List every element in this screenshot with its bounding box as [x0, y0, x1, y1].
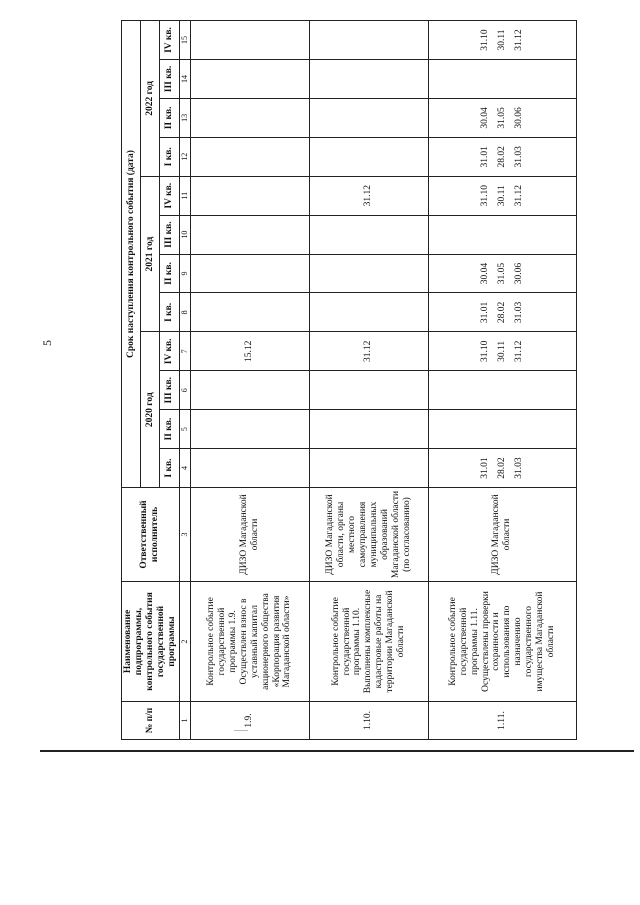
quarter-date-cell: [190, 215, 309, 254]
column-index-cell: 4: [179, 449, 190, 488]
rotated-table-container: [121, 20, 561, 740]
quarter-date-cell: [428, 21, 576, 60]
quarter-date-cell: [428, 449, 576, 488]
event-date: 30.06: [513, 262, 524, 285]
quarter-date-cell: [309, 21, 428, 60]
quarter-date-cell: 31.12: [309, 176, 428, 215]
quarter-date-cell: [190, 60, 309, 99]
header-quarter: I кв.: [160, 293, 179, 332]
event-date: 28.02: [496, 146, 507, 168]
header-quarter: IV кв.: [160, 332, 179, 371]
quarter-date-cell: [428, 176, 576, 215]
quarter-date-cell: [428, 60, 576, 99]
header-quarter: II кв.: [160, 410, 179, 449]
quarter-date-cell: [428, 410, 576, 449]
header-responsible: Ответственный исполнитель: [122, 488, 180, 582]
quarter-date-cell: [190, 254, 309, 293]
header-year-2020: 2020 год: [141, 332, 160, 488]
event-date: 31.12: [513, 185, 524, 207]
event-date: 30.06: [513, 107, 524, 129]
event-date: 30.11: [496, 185, 507, 207]
quarter-date-cell: [309, 371, 428, 410]
responsible-executor: ДИЗО Магаданской области, органы местного самоуправления муниципальных образований Магаданской области (по согласованию): [309, 488, 428, 582]
header-deadline: Срок наступления контрольного события (дата): [122, 21, 141, 488]
event-date: 31.10: [479, 340, 490, 363]
table-body: [190, 21, 576, 740]
quarter-date-cell: 31.12: [309, 332, 428, 371]
header-quarter: I кв.: [160, 449, 179, 488]
row-number: 1.9.: [190, 702, 309, 740]
column-index-cell: 13: [179, 98, 190, 137]
quarter-date-cell: [428, 98, 576, 137]
column-index-cell: 5: [179, 410, 190, 449]
row-number: 1.11.: [428, 702, 576, 740]
quarter-date-cell: [309, 449, 428, 488]
column-index-cell: 2: [179, 582, 190, 702]
page-number: 5: [40, 340, 54, 346]
event-date: 31.12: [513, 340, 524, 363]
header-year-2022: 2022 год: [141, 21, 160, 177]
header-quarter: IV кв.: [160, 176, 179, 215]
row-number: 1.10.: [309, 702, 428, 740]
column-index-cell: 7: [179, 332, 190, 371]
quarter-date-cell: [309, 60, 428, 99]
column-index-cell: 11: [179, 176, 190, 215]
header-name: Наименование подпрограммы, контрольного события государственной программы: [122, 582, 180, 702]
table-row: [190, 21, 309, 740]
quarter-date-cell: [190, 98, 309, 137]
event-name: Контрольное событие государственной программы 1.11. Осуществлены проверки сохранности и использования по назначению государственного имущества Магаданской области: [428, 582, 576, 702]
quarter-date-cell: 15.12: [190, 332, 309, 371]
header-quarter: III кв.: [160, 371, 179, 410]
event-date: 31.05: [496, 107, 507, 129]
horizontal-rule: [40, 750, 634, 752]
responsible-executor: ДИЗО Магаданской области: [190, 488, 309, 582]
column-index-cell: 14: [179, 60, 190, 99]
quarter-date-cell: [190, 371, 309, 410]
event-date: 30.11: [496, 29, 507, 51]
event-date: 28.02: [496, 457, 507, 479]
event-date: 31.01: [479, 301, 490, 324]
quarter-date-cell: [428, 254, 576, 293]
quarter-date-cell: [190, 137, 309, 176]
quarter-date-cell: [428, 371, 576, 410]
quarter-date-cell: [190, 293, 309, 332]
event-date: 31.01: [479, 146, 490, 168]
event-date: 31.10: [479, 29, 490, 51]
quarter-date-cell: [428, 332, 576, 371]
quarter-date-cell: [190, 21, 309, 60]
event-date: 28.02: [496, 301, 507, 324]
event-date: 30.04: [479, 262, 490, 285]
quarter-date-cell: [190, 449, 309, 488]
column-index-cell: 6: [179, 371, 190, 410]
control-events-table: [121, 20, 577, 740]
event-name: Контрольное событие государственной программы 1.9. Осуществлен взнос в уставный капитал акционерного общества «Корпорация развития Магаданской области»: [190, 582, 309, 702]
table-row: [428, 21, 576, 740]
quarter-date-cell: [428, 215, 576, 254]
event-date: 31.03: [513, 301, 524, 324]
column-index-cell: 8: [179, 293, 190, 332]
quarter-date-cell: [309, 254, 428, 293]
column-index-cell: 12: [179, 137, 190, 176]
quarter-date-cell: [309, 215, 428, 254]
responsible-executor: ДИЗО Магаданской области: [428, 488, 576, 582]
header-num: № п/п: [122, 702, 180, 740]
quarter-date-cell: [190, 410, 309, 449]
column-index-row: [179, 21, 190, 740]
header-quarter: III кв.: [160, 215, 179, 254]
header-quarter: IV кв.: [160, 21, 179, 60]
event-date: 30.11: [496, 340, 507, 362]
column-index-cell: 9: [179, 254, 190, 293]
event-date: 30.04: [479, 107, 490, 129]
column-index-cell: 1: [179, 702, 190, 740]
event-date: 31.10: [479, 185, 490, 207]
quarter-date-cell: [309, 137, 428, 176]
header-quarter: I кв.: [160, 137, 179, 176]
header-year-2021: 2021 год: [141, 176, 160, 332]
column-index-cell: 3: [179, 488, 190, 582]
header-quarter: II кв.: [160, 98, 179, 137]
event-date: 31.03: [513, 146, 524, 168]
event-date: 31.12: [513, 29, 524, 51]
quarter-date-cell: [428, 293, 576, 332]
column-index-cell: 15: [179, 21, 190, 60]
quarter-date-cell: [190, 176, 309, 215]
event-date: 31.01: [479, 457, 490, 479]
column-index-cell: 10: [179, 215, 190, 254]
quarter-date-cell: [309, 98, 428, 137]
quarter-date-cell: [428, 137, 576, 176]
header-quarter: III кв.: [160, 60, 179, 99]
table-row: [309, 21, 428, 740]
event-date: 31.05: [496, 262, 507, 285]
event-date: 31.03: [513, 457, 524, 479]
header-quarter: II кв.: [160, 254, 179, 293]
event-name: Контрольное событие государственной программы 1.10. Выполнены комплексные кадастровые работы на территории Магаданской области: [309, 582, 428, 702]
quarter-date-cell: [309, 293, 428, 332]
quarter-date-cell: [309, 410, 428, 449]
